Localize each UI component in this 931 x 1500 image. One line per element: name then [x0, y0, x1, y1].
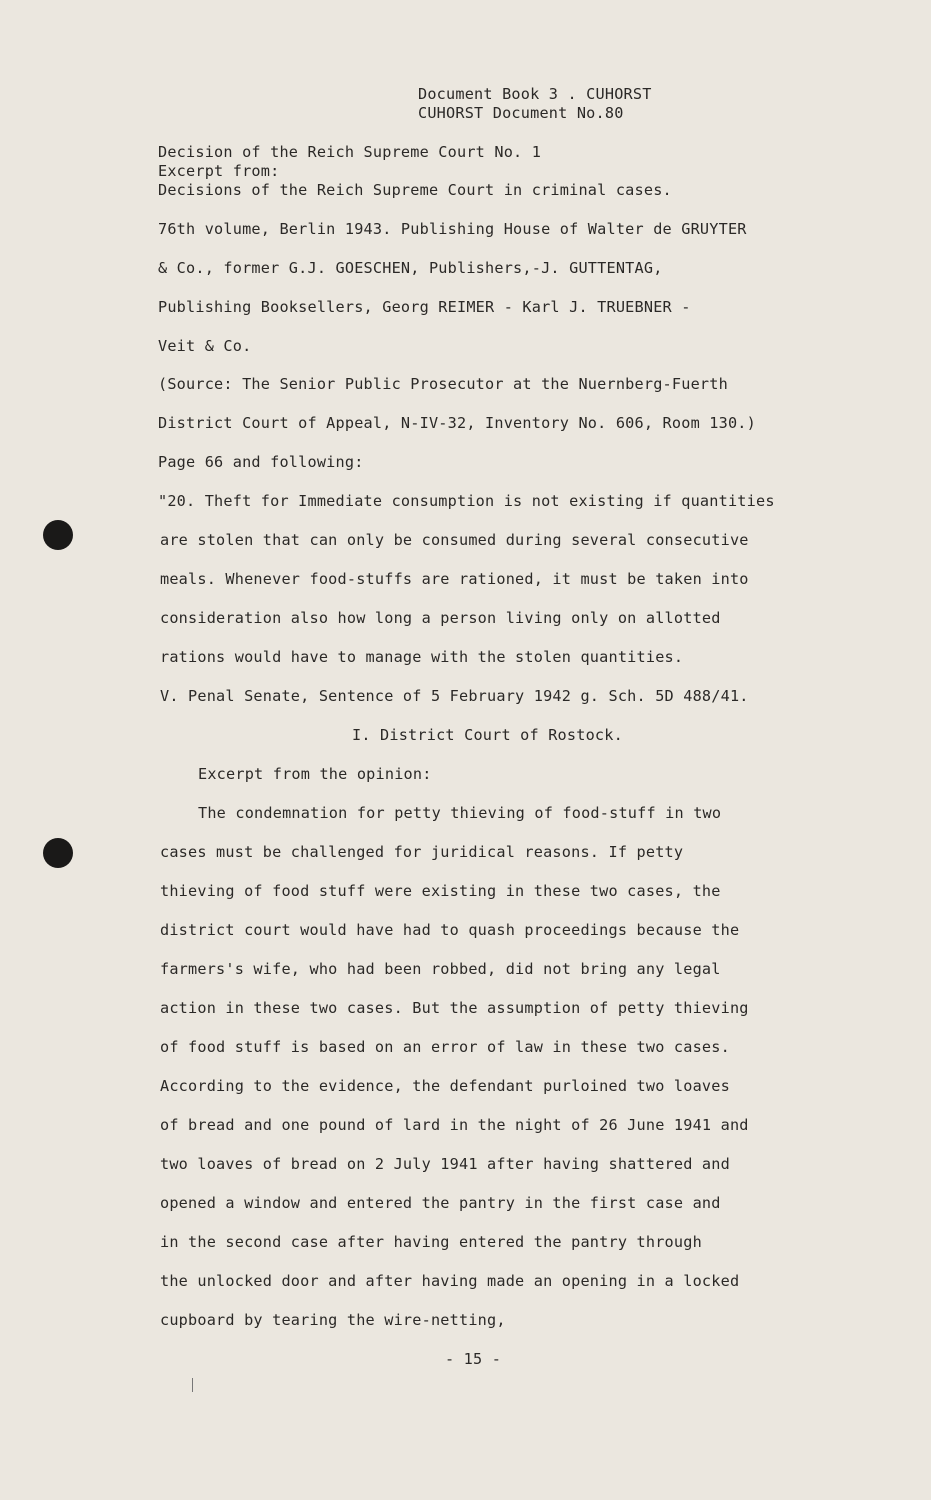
headnote-line: are stolen that can only be consumed during several consecutive: [160, 531, 749, 549]
sentence-citation: V. Penal Senate, Sentence of 5 February 1942 g. Sch. 5D 488/41.: [160, 687, 749, 705]
opinion-line: the unlocked door and after having made an opening in a locked: [160, 1272, 740, 1290]
decision-title: Decision of the Reich Supreme Court No. 1: [158, 143, 542, 161]
opinion-line: cases must be challenged for juridical reasons. If petty: [160, 843, 684, 861]
opinion-line: thieving of food stuff were existing in these two cases, the: [160, 882, 721, 900]
opinion-line: farmers's wife, who had been robbed, did not bring any legal: [160, 960, 721, 978]
opinion-line: According to the evidence, the defendant purloined two loaves: [160, 1077, 730, 1095]
opinion-line: of food stuff is based on an error of law in these two cases.: [160, 1038, 730, 1056]
court-heading: I. District Court of Rostock.: [352, 726, 623, 744]
opinion-line: action in these two cases. But the assumption of petty thieving: [160, 999, 749, 1017]
publication-title: Decisions of the Reich Supreme Court in criminal cases.: [158, 181, 672, 199]
headnote-line: meals. Whenever food-stuffs are rationed, it must be taken into: [160, 570, 749, 588]
opinion-line: The condemnation for petty thieving of food-stuff in two: [198, 804, 722, 822]
publication-line: 76th volume, Berlin 1943. Publishing House of Walter de GRUYTER: [158, 220, 747, 238]
publication-line: & Co., former G.J. GOESCHEN, Publishers,-J. GUTTENTAG,: [158, 259, 663, 277]
opinion-line: opened a window and entered the pantry in the first case and: [160, 1194, 721, 1212]
source-line: District Court of Appeal, N-IV-32, Inventory No. 606, Room 130.): [158, 414, 756, 432]
punch-hole: [43, 520, 73, 550]
source-line: (Source: The Senior Public Prosecutor at the Nuernberg-Fuerth: [158, 375, 728, 393]
headnote-line: "20. Theft for Immediate consumption is not existing if quantities: [158, 492, 775, 510]
opinion-line: two loaves of bread on 2 July 1941 after having shattered and: [160, 1155, 730, 1173]
opinion-line: district court would have had to quash proceedings because the: [160, 921, 740, 939]
excerpt-label: Excerpt from:: [158, 162, 280, 180]
document-book-line: Document Book 3 . CUHORST: [418, 85, 652, 103]
publication-line: Publishing Booksellers, Georg REIMER - Karl J. TRUEBNER -: [158, 298, 691, 316]
publication-line: Veit & Co.: [158, 337, 252, 355]
page-reference: Page 66 and following:: [158, 453, 364, 471]
opinion-line: in the second case after having entered the pantry through: [160, 1233, 702, 1251]
headnote-line: rations would have to manage with the stolen quantities.: [160, 648, 684, 666]
page-number: - 15 -: [445, 1350, 502, 1368]
opinion-line: of bread and one pound of lard in the night of 26 June 1941 and: [160, 1116, 749, 1134]
punch-hole: [43, 838, 73, 868]
stray-mark: [192, 1378, 193, 1392]
opinion-line: cupboard by tearing the wire-netting,: [160, 1311, 506, 1329]
opinion-label: Excerpt from the opinion:: [198, 765, 432, 783]
document-number-line: CUHORST Document No.80: [418, 104, 624, 122]
headnote-line: consideration also how long a person living only on allotted: [160, 609, 721, 627]
